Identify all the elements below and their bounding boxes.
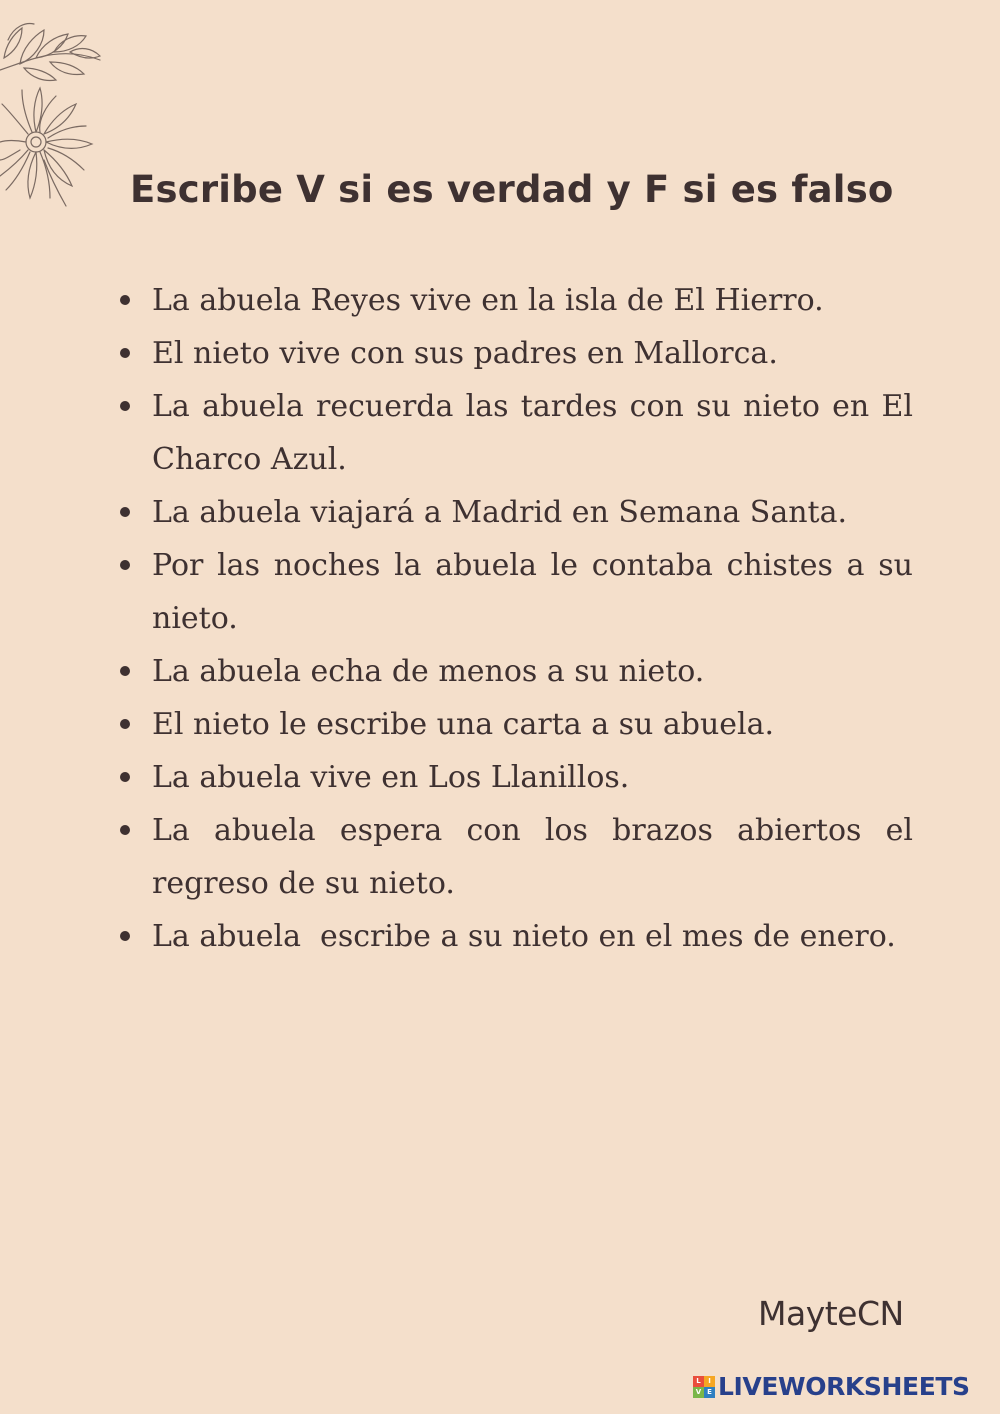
flower-decoration-icon [0, 0, 110, 220]
bullet-icon [120, 560, 130, 570]
statement-text: La abuela Reyes vive en la isla de El Hierro. [152, 283, 824, 318]
list-item [118, 645, 913, 698]
statement-text: La abuela escribe a su nieto en el mes de enero. [152, 919, 896, 954]
bullet-icon [120, 666, 130, 676]
bullet-icon [120, 348, 130, 358]
logo-letter: L [693, 1376, 704, 1387]
statement-text: La abuela recuerda las tardes con su nieto en El Charco Azul. [152, 389, 923, 477]
bullet-icon [120, 719, 130, 729]
statement-text: La abuela espera con los brazos abiertos el regreso de su nieto. [152, 813, 923, 901]
statement-text: La abuela vive en Los Llanillos. [152, 760, 630, 795]
statement-text: Por las noches la abuela le contaba chistes a su nieto. [152, 548, 923, 636]
statement-text: La abuela echa de menos a su nieto. [152, 654, 705, 689]
list-item [118, 910, 913, 963]
list-item [118, 751, 913, 804]
statement-text: El nieto le escribe una carta a su abuela. [152, 707, 775, 742]
statement-list [118, 274, 923, 963]
statement-text: El nieto vive con sus padres en Mallorca. [152, 336, 778, 371]
bullet-icon [120, 825, 130, 835]
liveworksheets-logo[interactable] [693, 1372, 970, 1401]
logo-letter: I [704, 1376, 715, 1387]
bullet-icon [120, 295, 130, 305]
brand-name: LIVEWORKSHEETS [718, 1372, 970, 1401]
bullet-icon [120, 772, 130, 782]
liveworksheets-icon [693, 1376, 715, 1398]
list-item [118, 274, 913, 327]
page-title: Escribe V si es verdad y F si es falso [130, 168, 894, 211]
list-item [118, 698, 913, 751]
logo-letter: V [693, 1387, 704, 1398]
author-signature: MayteCN [758, 1294, 904, 1333]
bullet-icon [120, 507, 130, 517]
bullet-icon [120, 931, 130, 941]
list-item [118, 804, 923, 910]
bullet-icon [120, 401, 130, 411]
list-item [118, 539, 923, 645]
list-item [118, 486, 913, 539]
list-item [118, 380, 923, 486]
logo-letter: E [704, 1387, 715, 1398]
list-item [118, 327, 913, 380]
statement-text: La abuela viajará a Madrid en Semana Santa. [152, 495, 848, 530]
